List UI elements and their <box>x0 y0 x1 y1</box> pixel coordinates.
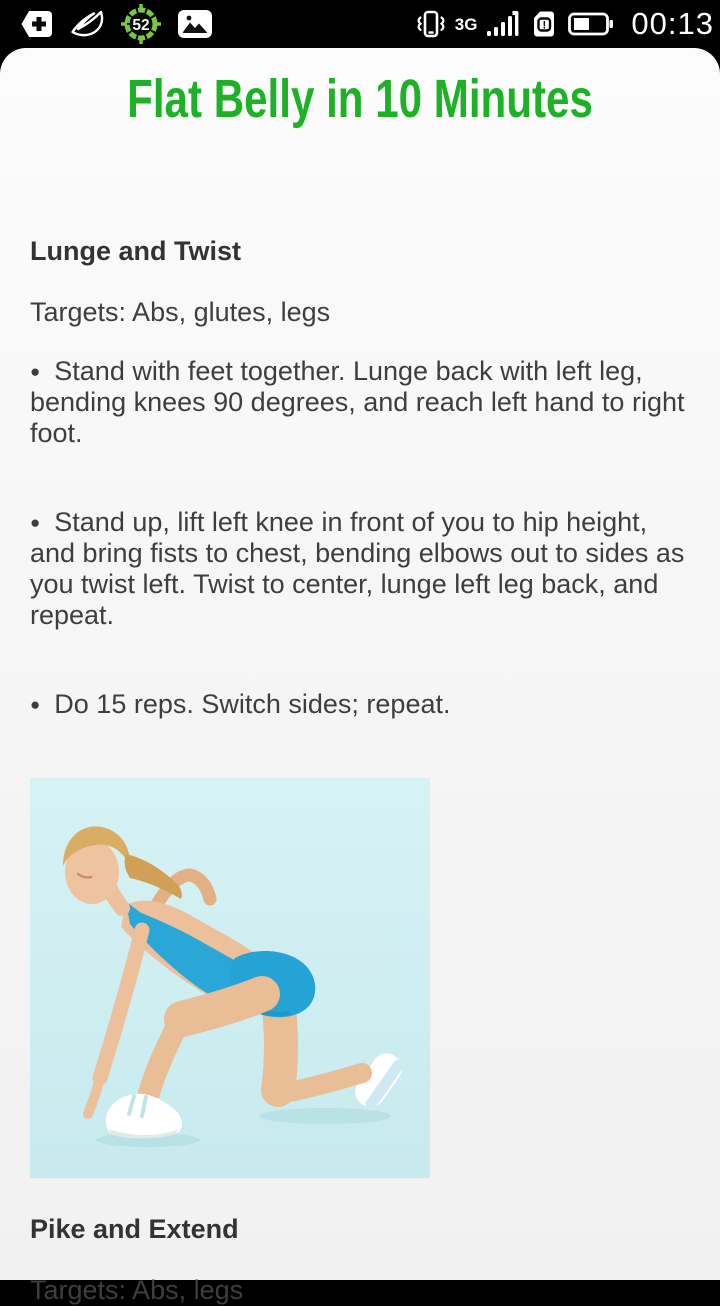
bullet-icon: ● <box>30 362 41 381</box>
battery-gauge-52-icon <box>120 3 162 45</box>
gallery-icon <box>177 9 213 39</box>
bullet-icon: ● <box>30 513 41 532</box>
exercise-heading: Pike and Extend <box>30 1214 239 1244</box>
clock: 00:13 <box>631 6 714 41</box>
exercise-step <box>30 356 690 449</box>
exercise-targets: Targets: Abs, glutes, legs <box>30 297 331 327</box>
notification-icons <box>20 3 213 45</box>
page-title: Flat Belly in 10 Minutes <box>127 69 593 129</box>
exercise-step-text: Stand up, lift left knee in front of you to hip height, and bring fists to chest, bending elbows out to sides as you twist left. Twist to center, lunge left leg back, and repeat. <box>30 507 685 630</box>
status-bar[interactable] <box>0 0 720 48</box>
network-type-label: 3G <box>454 15 478 34</box>
sim-alert-glyph: ! <box>542 19 547 32</box>
exercise-section-lunge-and-twist <box>30 236 690 1178</box>
exercise-targets: Targets: Abs, legs <box>30 1275 244 1305</box>
workout-article[interactable] <box>0 48 720 1305</box>
exercise-step <box>30 689 690 720</box>
exercise-photo <box>30 778 430 1178</box>
exercise-section-pike-and-extend <box>30 1214 690 1306</box>
battery-icon <box>568 9 614 39</box>
signal-bars-icon <box>486 9 520 39</box>
exercise-step-text: Do 15 reps. Switch sides; repeat. <box>54 689 451 719</box>
gauge-value: 52 <box>132 17 150 34</box>
system-status-icons <box>414 6 714 42</box>
tag-plus-icon <box>20 9 54 39</box>
bullet-icon: ● <box>30 695 41 714</box>
exercise-step <box>30 507 690 631</box>
article-body <box>0 236 720 1306</box>
bird-icon <box>69 9 105 39</box>
vibrate-icon <box>414 9 446 39</box>
exercise-heading: Lunge and Twist <box>30 236 241 266</box>
lunge-photo-illustration <box>30 778 430 1178</box>
sim-alert-icon <box>529 9 559 39</box>
exercise-step-text: Stand with feet together. Lunge back with left leg, bending knees 90 degrees, and reach left hand to right foot. <box>30 356 685 448</box>
